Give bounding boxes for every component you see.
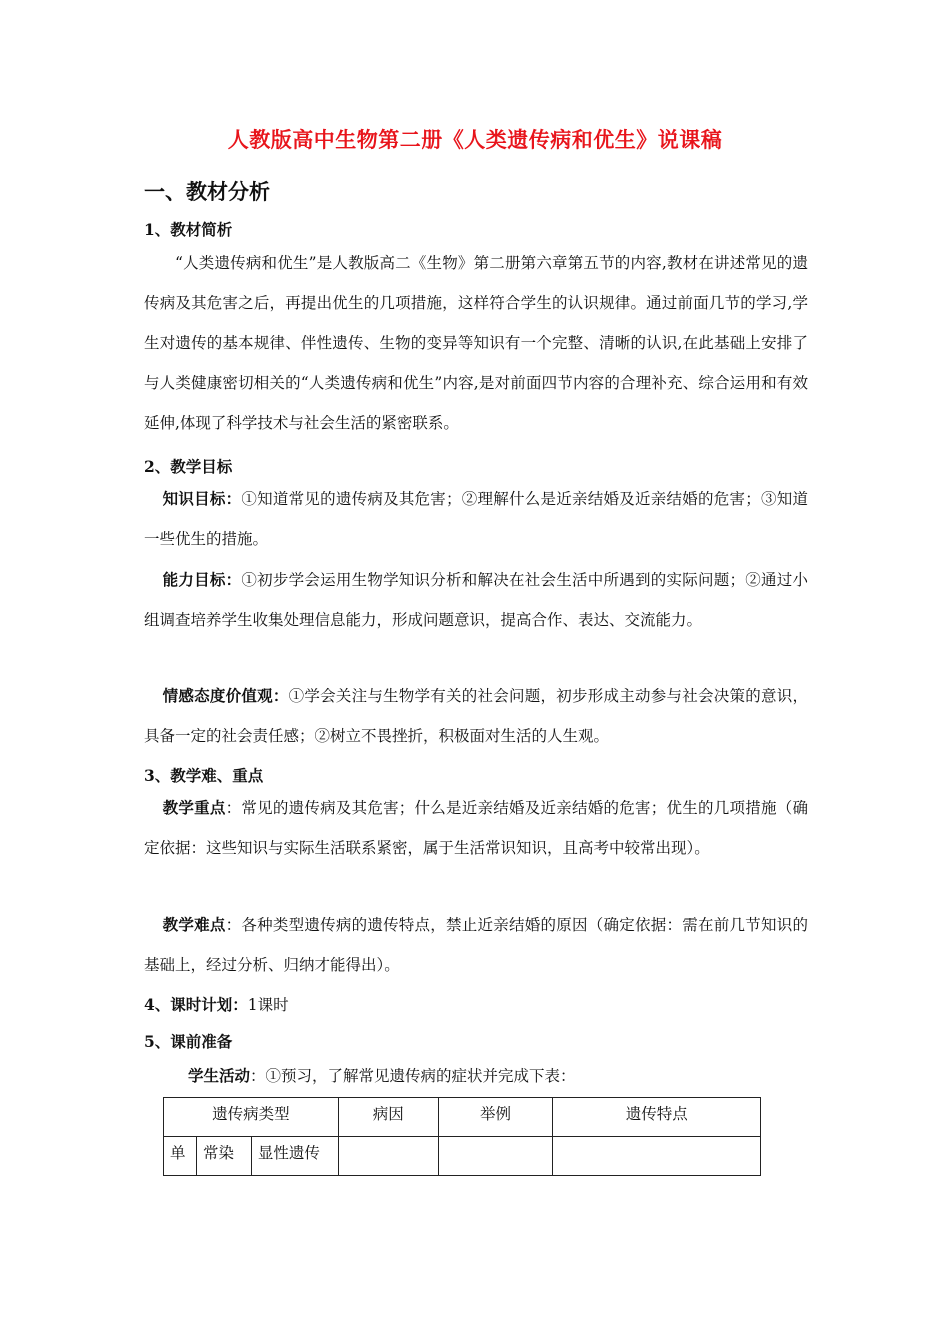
key-points-text: ：常见的遗传病及其危害；什么是近亲结婚及近亲结婚的危害；优生的几项措施（确定依据：这些知识与实际生活联系紧密，属于生活常识知识，且高考中较常出现）。 [144, 799, 808, 857]
heading-teaching-goals: 2、教学目标 [144, 457, 233, 476]
paragraph-knowledge-goal [144, 479, 808, 559]
table-cell: 显性遗传 [251, 1137, 338, 1176]
table-cell [553, 1137, 761, 1176]
emotion-goal-label: 情感态度价值观： [162, 686, 289, 705]
paragraph-key-points [144, 788, 808, 868]
heading-textbook-overview: 1、教材简析 [144, 220, 233, 239]
lesson-plan-label: 4、课时计划： [144, 995, 248, 1014]
ability-goal-label: 能力目标： [162, 570, 242, 589]
lesson-plan-value: 1课时 [247, 996, 289, 1014]
section-heading-textbook-analysis: 一、教材分析 [144, 179, 270, 204]
header-disease-type: 遗传病类型 [164, 1098, 339, 1137]
difficult-points-label: 教学难点 [162, 915, 226, 934]
genetic-disease-table [163, 1097, 761, 1176]
knowledge-goal-text: ①知道常见的遗传病及其危害；②理解什么是近亲结婚及近亲结婚的危害；③知道一些优生的措施。 [144, 490, 808, 548]
header-cause: 病因 [338, 1098, 438, 1137]
table-row [164, 1137, 761, 1176]
header-inheritance-feature: 遗传特点 [553, 1098, 761, 1137]
difficult-points-text: ：各种类型遗传病的遗传特点，禁止近亲结婚的原因（确定依据：需在前几节知识的基础上，经过分析、归纳才能得出）。 [144, 916, 808, 974]
table-cell [438, 1137, 553, 1176]
knowledge-goal-label: 知识目标： [162, 489, 242, 508]
key-points-label: 教学重点 [162, 798, 226, 817]
student-activity-text: ：①预习，了解常见遗传病的症状并完成下表： [250, 1067, 576, 1085]
heading-pre-class-preparation: 5、课前准备 [144, 1032, 233, 1051]
ability-goal-text: ①初步学会运用生物学知识分析和解决在社会生活中所遇到的实际问题；②通过小组调查培养学生收集处理信息能力，形成问题意识，提高合作、表达、交流能力。 [144, 571, 808, 629]
table-cell: 常染 [196, 1137, 251, 1176]
paragraph-ability-goal [144, 560, 808, 640]
paragraph-textbook-overview: “人类遗传病和优生”是人教版高二《生物》第二册第六章第五节的内容,教材在讲述常见的遗传病及其危害之后，再提出优生的几项措施，这样符合学生的认识规律。通过前面几节的学习,学生对遗传的基本规律、伴性遗传、生物的变异等知识有一个完整、清晰的认识,在此基础上安排了与人类健康密切相关的“人类遗传病和优生”内容,是对前面四节内容的合理补充、综合运用和有效延伸,体现了科学技术与社会生活的紧密联系。 [144, 254, 808, 432]
paragraph-difficult-points [144, 905, 808, 985]
table-header-row [164, 1098, 761, 1137]
table-cell: 单 [164, 1137, 197, 1176]
document-title: 人教版高中生物第二册《人类遗传病和优生》说课稿 [227, 127, 723, 152]
header-example: 举例 [438, 1098, 553, 1137]
paragraph-student-activity [144, 1056, 808, 1096]
student-activity-label: 学生活动 [188, 1066, 251, 1085]
paragraph-lesson-plan [144, 993, 289, 1015]
table-cell [338, 1137, 438, 1176]
emotion-goal-text: ①学会关注与生物学有关的社会问题，初步形成主动参与社会决策的意识，具备一定的社会责任感；②树立不畏挫折，积极面对生活的人生观。 [144, 687, 808, 745]
heading-key-difficult-points: 3、教学难、重点 [144, 766, 264, 785]
paragraph-emotion-goal [144, 676, 808, 756]
